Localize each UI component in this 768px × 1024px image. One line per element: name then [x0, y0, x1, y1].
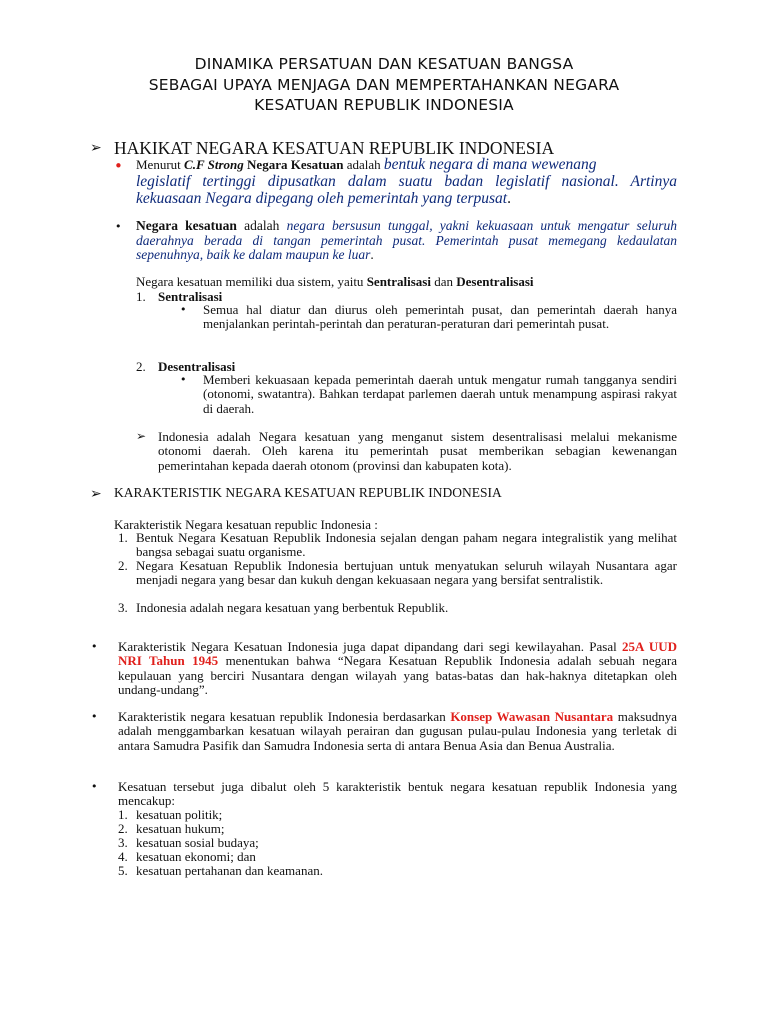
paragraph-kewilayahan: Karakteristik Negara Kesatuan Indonesia juga dapat dipandang dari segi kewilayahan. Pasal 25A UUD NRI Tahun 1945 menentukan bahwa “Negara Kesatuan Republik Indonesia adalah sebuah negara kepulauan yang berciri Nusantara dengan wilayah yang batas-batas dan hak-haknya ditetapkan oleh undang-undang”. — [118, 639, 677, 697]
red-bullet-icon: • — [114, 157, 123, 175]
desentralisasi-description: Memberi kekuasaan kepada pemerintah daerah untuk mengatur rumah tangganya sendiri (otonomi, swatantra). Bahkan terdapat parlemen daerah untuk menampung aspirasi rakyat di daerah. — [203, 372, 677, 416]
section-heading-hakikat: HAKIKAT NEGARA KESATUAN REPUBLIK INDONESIA — [114, 138, 555, 158]
bullet-icon: • — [115, 220, 122, 233]
karakteristik-intro: Karakteristik Negara kesatuan republic Indonesia : — [114, 517, 378, 532]
bullet-icon: • — [180, 373, 187, 386]
sentralisasi-description: Semua hal diatur dan diurus oleh pemerintah pusat, dan pemerintah daerah hanya menjalankan perintah-perintah dan peraturan-peraturan dari pemerintah pusat. — [203, 302, 677, 332]
definition-highlight: bentuk negara di mana wewenang — [383, 156, 597, 173]
list-number: 2. — [136, 359, 146, 374]
definition-highlight-rest: legislatif tertinggi dipusatkan dalam suatu badan legislatif nasional. Artinya kekuasaan Negara dipegang oleh pemerintah yang terpusat — [136, 173, 677, 207]
bullet-icon: • — [91, 640, 98, 653]
note-desentralisasi: Indonesia adalah Negara kesatuan yang menganut sistem desentralisasi melalui mekanisme otonomi daerah. Oleh karena itu pemerintah pusat memberikan sebagian kewenangan pemerintahan kepada daerah otonom (provinsi dan kabupaten kota). — [158, 429, 677, 473]
term-negara-kesatuan-2: Negara kesatuan — [136, 218, 237, 233]
author-name: C.F Strong — [184, 157, 244, 172]
term-negara-kesatuan: Negara Kesatuan — [243, 157, 344, 172]
document-page: DINAMIKA PERSATUAN DAN KESATUAN BANGSA SEBAGAI UPAYA MENJAGA DAN MEMPERTAHANKAN NEGARA KESATUAN REPUBLIK INDONESIA ➢ HAKIKAT NEGARA KESATUAN REPUBLIK INDONESIA • Menurut C.F Strong Negara Kesatuan adalah bentuk negara di mana wewenang legislatif tertinggi dipusatkan dalam suatu badan legislatif nasional. Artinya kekuasaan Negara dipegang oleh pemerintah yang terpusat. • Negara kesatuan adalah negara bersusun tunggal, yakni kekuasaan untuk mengatur seluruh daerahnya berada di tangan pemerintah pusat. Pemerintah pusat memegang kedaulatan sepenuhnya, baik ke dalam maupun ke luar. Negara kesatuan memiliki dua sistem, yaitu Sentralisasi dan Desentralisasi 1. Sentralisasi • Semua hal diatur dan diurus oleh pemerintah pusat, dan pemerintah daerah hanya menjalankan perintah-perintah dan peraturan-peraturan dari pemerintah pusat. 2. Desentralisasi • Memberi kekuasaan kepada pemerintah daerah untuk mengatur rumah tangganya sendiri (otonomi, swatantra). Bahkan terdapat parlemen daerah untuk menampung aspirasi rakyat di daerah. ➢ Indonesia adalah Negara kesatuan yang menganut sistem desentralisasi melalui mekanisme otonomi daerah. Oleh karena itu pemerintah pusat memberikan sebagian kewenangan pemerintahan kepada daerah otonom (provinsi dan kabupaten kota). ➢ KARAKTERISTIK NEGARA KESATUAN REPUBLIK INDONESIA Karakteristik Negara kesatuan republic Indonesia : 1. Bentuk Negara Kesatuan Republik Indonesia sejalan dengan paham negara integralistik yang melihat bangsa sebagai suatu organisme. 2. Negara Kesatuan Republik Indonesia bertujuan untuk menyatukan seluruh wilayah Nusantara agar menjadi negara yang besar dan kukuh dengan kekuasaan negara yang bersifat sentralistik. 3. Indonesia adalah negara kesatuan yang berbentuk Republik. • Karakteristik Negara Kesatuan Indonesia juga dapat dipandang dari segi kewilayahan. Pasal 25A UUD NRI Tahun 1945 menentukan bahwa “Negara Kesatuan Republik Indonesia adalah sebuah negara kepulauan yang berciri Nusantara dengan wilayah yang batas-batas dan hak-haknya ditetapkan oleh undang-undang”. • Karakteristik negara kesatuan republik Indonesia berdasarkan Konsep Wawasan Nusantara maksudnya adalah menggambarkan kesatuan wilayah perairan dan gugusan pulau-pulau Indonesia yang terletak di antara Samudra Pasifik dan Samudra Indonesia serta di antara Benua Asia dan Benua Australia. • Kesatuan tersebut juga dibalut oleh 5 karakteristik bentuk negara kesatuan republik Indonesia yang mencakup: 1. kesatuan politik; 2. kesatuan hukum; 3. kesatuan sosial budaya; 4. kesatuan ekonomi; dan 5. kesatuan pertahanan dan keamanan. — [0, 0, 768, 1024]
title-line-1: DINAMIKA PERSATUAN DAN KESATUAN BANGSA — [194, 55, 574, 73]
definition-highlight-2: negara bersusun tunggal, yakni kekuasaan untuk mengatur seluruh daerahnya berada di tangan pemerintah pusat. Pemerintah pusat memegang kedaulatan sepenuhnya, baik ke dalam maupun ke luar — [136, 218, 678, 262]
bullet-icon: • — [91, 780, 98, 793]
systems-intro: Negara kesatuan memiliki dua sistem, yaitu Sentralisasi dan Desentralisasi — [136, 274, 534, 289]
label-desentralisasi: Desentralisasi — [158, 359, 236, 374]
title-line-2: SEBAGAI UPAYA MENJAGA DAN MEMPERTAHANKAN NEGARA — [148, 75, 620, 94]
paragraph-lima-karakteristik: Kesatuan tersebut juga dibalut oleh 5 karakteristik bentuk negara kesatuan republik Indonesia yang mencakup: — [118, 779, 677, 809]
paragraph-negara-kesatuan: Negara kesatuan adalah negara bersusun tunggal, yakni kekuasaan untuk mengatur seluruh daerahnya berada di tangan pemerintah pusat. Pemerintah pusat memegang kedaulatan sepenuhnya, baik ke dalam maupun ke luar. — [136, 218, 678, 262]
highlight-wawasan: Konsep Wawasan Nusantara — [450, 709, 614, 724]
title-line-3: KESATUAN REPUBLIK INDONESIA — [254, 96, 514, 114]
bullet-icon: • — [91, 710, 98, 723]
arrow-bullet-icon: ➢ — [136, 429, 147, 443]
document-title — [0, 54, 768, 116]
label-sentralisasi: Sentralisasi — [158, 289, 223, 304]
bullet-icon: • — [180, 303, 187, 316]
arrow-bullet-icon: ➢ — [90, 140, 102, 156]
paragraph-strong-line1: Menurut C.F Strong Negara Kesatuan adalah bentuk negara di mana wewenang — [136, 156, 597, 173]
paragraph-strong-rest: legislatif tertinggi dipusatkan dalam suatu badan legislatif nasional. Artinya kekuasaan Negara dipegang oleh pemerintah yang terpusat. — [136, 173, 677, 207]
paragraph-wawasan-nusantara: Karakteristik negara kesatuan republik Indonesia berdasarkan Konsep Wawasan Nusantara maksudnya adalah menggambarkan kesatuan wilayah perairan dan gugusan pulau-pulau Indonesia yang terletak di antara Samudra Pasifik dan Samudra Indonesia serta di antara Benua Asia dan Benua Australia. — [118, 709, 677, 753]
highlight-uud: 25A UUD NRI Tahun 1945 — [118, 639, 677, 669]
arrow-bullet-icon: ➢ — [90, 486, 102, 502]
list-number: 1. — [136, 289, 146, 304]
section-heading-karakteristik: KARAKTERISTIK NEGARA KESATUAN REPUBLIK INDONESIA — [114, 485, 502, 500]
